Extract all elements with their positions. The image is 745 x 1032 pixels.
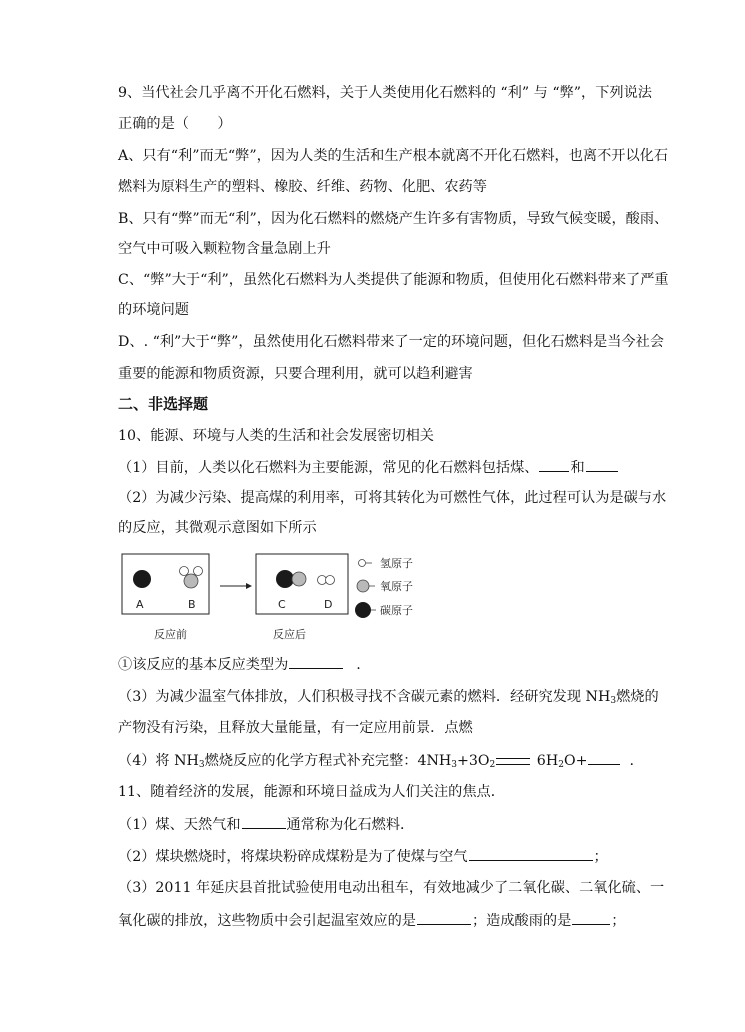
q10-part4-a: （4）将 NH <box>118 753 199 769</box>
q10-part3-line2: 产物没有污染，且释放大量能量，有一定应用前景．点燃 <box>118 720 473 736</box>
q9-option-b-line1: B、只有“弊”而无“利”，因为化石燃料的燃烧产生许多有害物质，导致气候变暖，酸雨、 <box>118 211 669 227</box>
q10-part4-sub3: 2 <box>489 760 496 770</box>
label-c: C <box>278 598 286 611</box>
q10-part3-text-a: （3）为减少温室气体排放，人们积极寻找不含碳元素的燃料．经研究发现 NH <box>118 689 611 705</box>
legend-oxygen-icon <box>357 580 369 592</box>
label-b: B <box>188 598 196 611</box>
hydrogen-atom-d2 <box>326 576 335 585</box>
q10-reaction-type-blank[interactable] <box>289 654 343 669</box>
q9-stem-line2: 正确的是（ ） <box>118 116 232 132</box>
q11-part1-a: （1）煤、天然气和 <box>118 817 241 833</box>
q10-reaction-type-end: . <box>356 657 361 673</box>
q11-part3-line2 <box>118 910 625 931</box>
q10-reaction-type <box>118 654 361 675</box>
reaction-diagram <box>118 548 438 648</box>
q11-part1 <box>118 814 414 835</box>
q11-stem: 11、随着经济的发展，能源和环境日益成为人们关注的焦点． <box>118 784 505 800</box>
q10-part3-line1 <box>118 687 659 707</box>
q10-part4-c: +3O <box>457 753 490 769</box>
q11-part1-blank[interactable] <box>242 814 286 829</box>
q11-part3-b: ；造成酸雨的是 <box>471 913 572 929</box>
q11-part2-a: （2）煤块燃烧时，将煤块粉碎成煤粉是为了使煤与空气 <box>118 849 468 865</box>
q11-part3-a: 氧化碳的排放，这些物质中会引起温室效应的是 <box>118 913 416 929</box>
q10-part1-blank1[interactable] <box>539 457 569 472</box>
q9-stem-line1: 9、当代社会几乎离不开化石燃料，关于人类使用化石燃料的 “利” 与 “弊”，下列说法 <box>118 85 652 101</box>
label-a: A <box>136 598 144 611</box>
equation-equals-icon <box>496 758 530 765</box>
arrow-head-icon <box>246 583 252 589</box>
q9-option-a-line2: 燃料为原料生产的塑料、橡胶、纤维、药物、化肥、农药等 <box>118 179 487 195</box>
label-d: D <box>324 598 333 611</box>
q10-part4-blank[interactable] <box>588 750 620 765</box>
q10-part3-text-b: 燃烧的 <box>616 689 659 705</box>
q9-option-c-line2: 的环境问题 <box>118 302 189 318</box>
q10-part4-sub4: 2 <box>558 760 564 770</box>
legend-oxygen-label: 氧原子 <box>380 580 413 593</box>
legend-carbon-label: 碳原子 <box>380 604 413 617</box>
hydrogen-atom-b2 <box>194 567 203 576</box>
hydrogen-atom-b1 <box>180 567 189 576</box>
caption-after: 反应后 <box>273 628 306 641</box>
q11-part2 <box>118 846 608 867</box>
q11-part3-blank2[interactable] <box>572 910 610 925</box>
q10-part1-text: （1）目前，人类以化石燃料为主要能源，常见的化石燃料包括煤、 <box>118 460 539 476</box>
q11-part1-b: 通常称为化石燃料． <box>286 817 415 833</box>
q10-part4 <box>118 750 634 771</box>
q10-part4-end: . <box>629 753 634 769</box>
oxygen-atom-c <box>292 572 306 586</box>
q10-part4-sub2: 3 <box>451 760 457 770</box>
carbon-atom-a <box>133 570 151 588</box>
q10-part4-sub1: 3 <box>198 760 205 770</box>
q11-part2-end: ； <box>593 849 608 865</box>
q9-option-c-line1: C、“弊”大于“利”，虽然化石燃料为人类提供了能源和物质，但使用化石燃料带来了严重 <box>118 272 669 288</box>
oxygen-atom-b <box>184 574 198 588</box>
q11-part3-blank1[interactable] <box>417 910 471 925</box>
q10-reaction-type-text: ①该反应的基本反应类型为 <box>118 657 289 673</box>
legend-hydrogen-label: 氢原子 <box>380 557 413 570</box>
q10-part4-d: 6H <box>532 753 559 769</box>
q10-part4-e: O+ <box>563 753 588 769</box>
q10-part2-line1: （2）为减少污染、提高煤的利用率，可将其转化为可燃性气体，此过程可认为是碳与水 <box>118 490 667 506</box>
q11-part3-line1: （3）2011 年延庆县首批试验使用电动出租车，有效地减少了二氧化碳、二氧化硫、一 <box>118 880 665 896</box>
carbon-atom-c <box>276 570 294 588</box>
q10-part1-blank2[interactable] <box>586 457 618 472</box>
q9-option-d-line1: D、. “利”大于“弊”，虽然使用化石燃料带来了一定的环境问题，但化石燃料是当今社会 <box>118 334 664 350</box>
caption-before: 反应前 <box>154 628 187 641</box>
q9-option-b-line2: 空气中可吸入颗粒物含量急剧上升 <box>118 241 331 257</box>
legend-carbon-icon <box>355 602 371 618</box>
q11-part3-end: ； <box>611 913 626 929</box>
q11-part2-blank[interactable] <box>469 846 593 861</box>
q9-option-a-line1: A、只有“利”而无“弊”，因为人类的生活和生产根本就离不开化石燃料，也离不开以化石 <box>118 148 669 164</box>
q10-part3-sub: 3 <box>610 696 617 706</box>
section-heading: 二、非选择题 <box>118 395 209 413</box>
q9-option-d-line2: 重要的能源和物质资源，只要合理利用，就可以趋利避害 <box>118 366 473 382</box>
q10-stem: 10、能源、环境与人类的生活和社会发展密切相关 <box>118 428 434 444</box>
q10-part2-line2: 的反应，其微观示意图如下所示 <box>118 520 317 536</box>
q10-part1-and: 和 <box>570 460 585 476</box>
q10-part1 <box>118 457 619 478</box>
q10-part4-b: 燃烧反应的化学方程式补充完整：4NH <box>204 753 452 769</box>
legend-hydrogen-icon <box>359 560 366 567</box>
